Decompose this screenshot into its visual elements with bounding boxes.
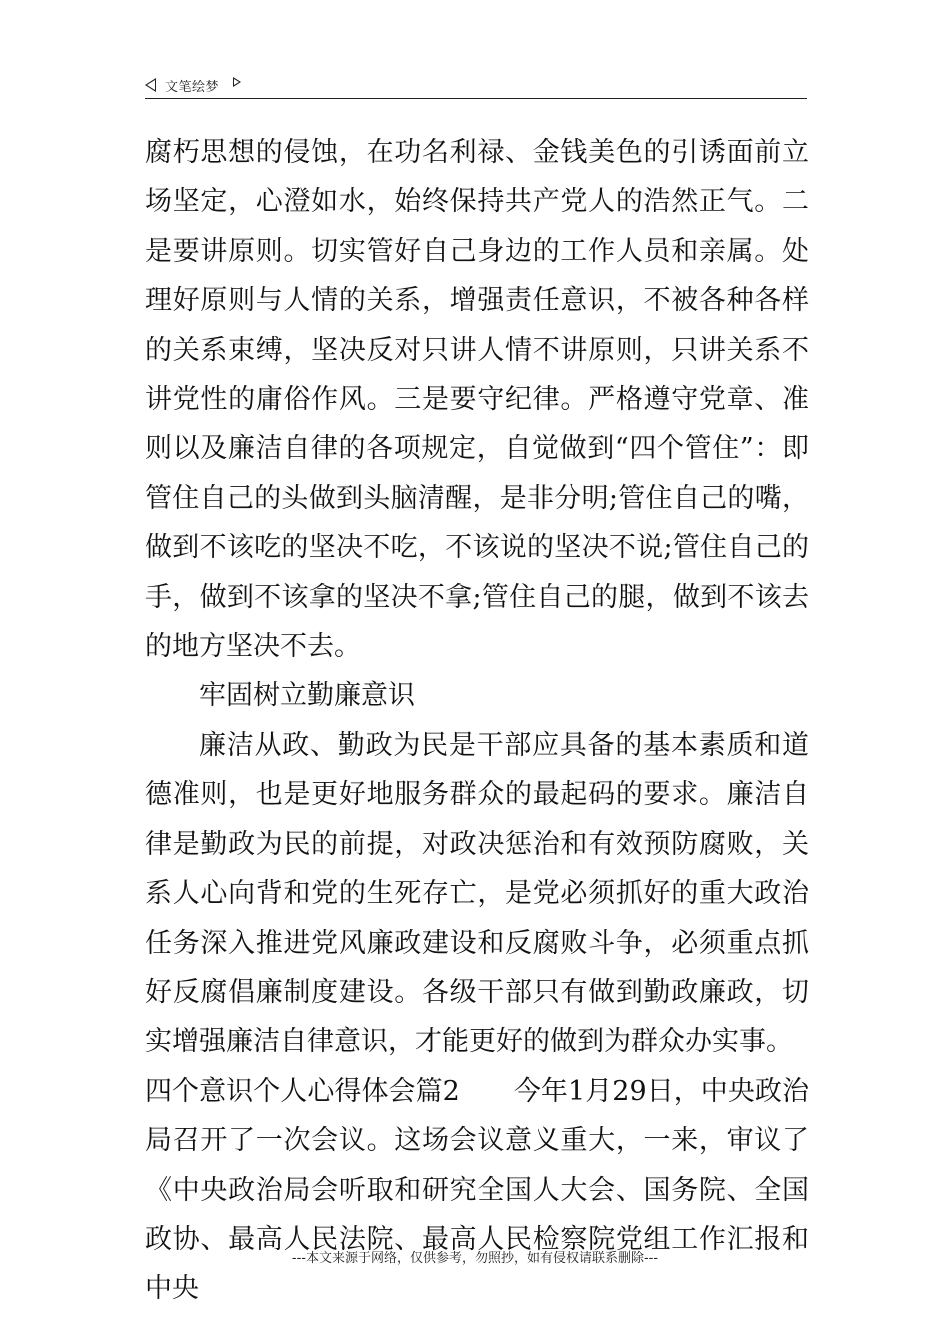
paragraph-2: 廉洁从政、勤政为民是干部应具备的基本素质和道德准则，也是更好地服务群众的最起码的要求。廉洁自律是勤政为民的前提，对政决惩治和有效预防腐败，关系人心向背和党的生死存亡，是党必须抓好的重大政治任务深入推进党风廉政建设和反腐败斗争，必须重点抓好反腐倡廉制度建设。各级干部只有做到勤政廉政，切实增强廉洁自律意识，才能更好的做到为群众办实事。: [145, 729, 809, 1058]
right-triangle-icon: [233, 77, 241, 87]
paragraph-3: [145, 1067, 809, 1314]
page-header: [145, 74, 807, 99]
footer-disclaimer: ---本文来源于网络，仅供参考，勿照抄，如有侵权请联系删除---: [291, 1251, 659, 1266]
paragraph-3-text: 今年1月29日，中央政治局召开了一次会议。这场会议意义重大，一来，审议了《中央政治局会听取和研究全国人大会、国务院、全国政协、最高人民法院、最高人民检察院党组工作汇报和中央: [145, 1075, 809, 1305]
article-title: 四个意识个人心得体会篇2: [145, 1075, 460, 1107]
section-heading: 牢固树立勤廉意识: [199, 680, 415, 712]
header-brand: 文笔绘梦: [165, 80, 220, 95]
paragraph-1: 腐朽思想的侵蚀，在功名利禄、金钱美色的引诱面前立场坚定，心澄如水，始终保持共产党人的浩然正气。二是要讲原则。切实管好自己身边的工作人员和亲属。处理好原则与人情的关系，增强责任意识，不被各种各样的关系束缚，坚决反对只讲人情不讲原则，只讲关系不讲党性的庸俗作风。三是要守纪律。严格遵守党章、准则以及廉洁自律的各项规定，自觉做到“四个管住”：即管住自己的头做到头脑清醒，是非分明;管住自己的嘴，做到不该吃的坚决不吃，不该说的坚决不说;管住自己的手，做到不该拿的坚决不拿;管住自己的腿，做到不该去的地方坚决不去。: [145, 137, 809, 663]
document-body: [145, 128, 809, 1314]
left-triangle-icon: [145, 78, 156, 92]
